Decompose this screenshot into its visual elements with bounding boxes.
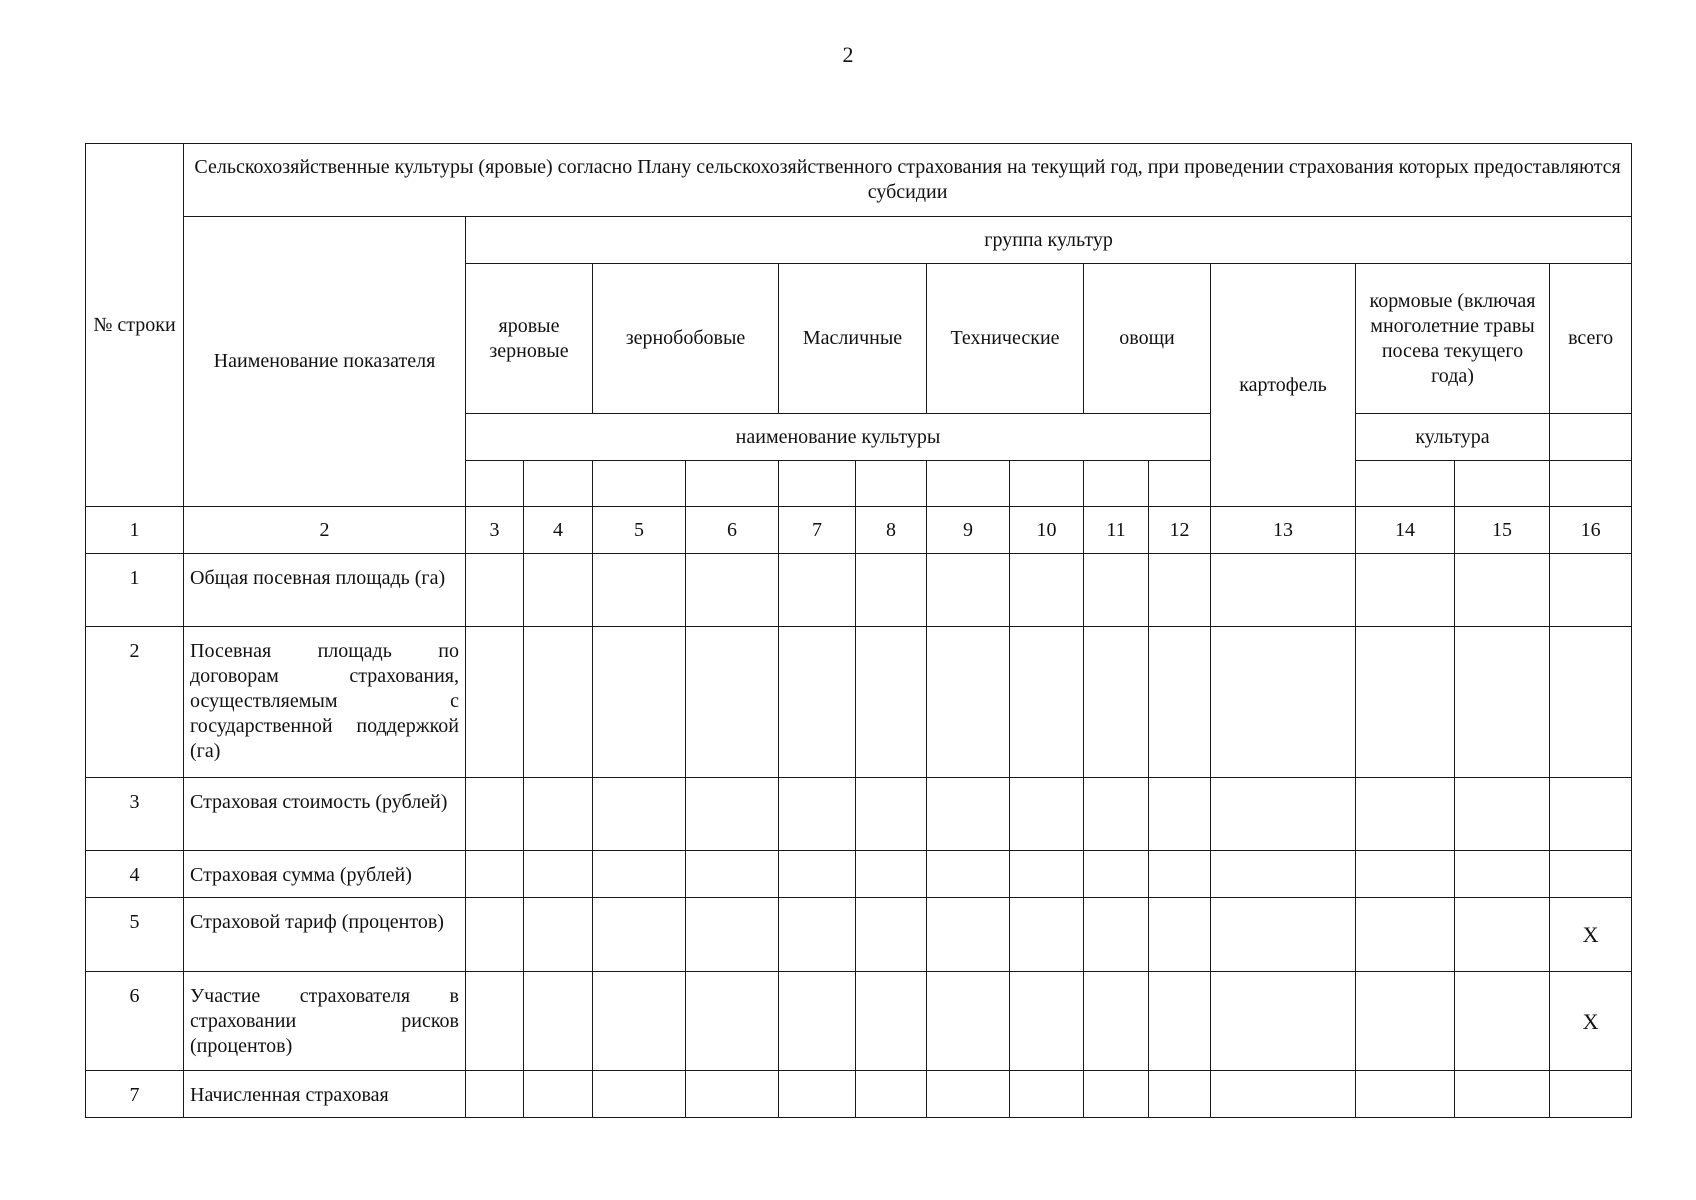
row-number: 6 — [86, 972, 184, 1071]
data-cell — [1356, 851, 1455, 898]
data-cell — [1356, 554, 1455, 627]
data-cell — [856, 627, 927, 778]
data-cell — [1211, 554, 1356, 627]
data-cell — [779, 851, 856, 898]
data-cell — [856, 851, 927, 898]
data-cell — [927, 851, 1010, 898]
table-row — [86, 898, 1632, 972]
data-cell — [1211, 778, 1356, 851]
data-cell — [927, 778, 1010, 851]
data-cell — [524, 1071, 593, 1118]
data-cell — [524, 851, 593, 898]
data-cell — [856, 778, 927, 851]
row-number: 5 — [86, 898, 184, 972]
data-cell — [856, 554, 927, 627]
data-cell — [927, 898, 1010, 972]
row-number: 1 — [86, 554, 184, 627]
data-cell — [1010, 1071, 1084, 1118]
data-cell — [686, 554, 779, 627]
data-cell — [686, 1071, 779, 1118]
data-cell — [779, 627, 856, 778]
data-cell — [927, 972, 1010, 1071]
row-number: 3 — [86, 778, 184, 851]
data-cell — [1356, 972, 1455, 1071]
data-cell — [1084, 554, 1149, 627]
data-cell — [1356, 1071, 1455, 1118]
column-numbers-row — [86, 507, 1632, 554]
column-number: 7 — [779, 507, 856, 554]
empty-cell — [927, 461, 1010, 507]
column-number: 10 — [1010, 507, 1084, 554]
data-cell — [1356, 778, 1455, 851]
data-cell — [1455, 554, 1550, 627]
subsidy-table — [85, 143, 1632, 1118]
empty-cell — [686, 461, 779, 507]
data-cell — [779, 972, 856, 1071]
row-total — [1550, 554, 1632, 627]
empty-cell — [1010, 461, 1084, 507]
data-cell — [1084, 972, 1149, 1071]
empty-cell — [1550, 461, 1632, 507]
data-cell — [686, 778, 779, 851]
group-fodder: кормовые (включая многолетние травы посева текущего года) — [1356, 264, 1550, 414]
row-number: 4 — [86, 851, 184, 898]
row-number-header: № строки — [86, 144, 184, 507]
data-cell — [1211, 627, 1356, 778]
table-title: Сельскохозяйственные культуры (яровые) согласно Плану сельскохозяйственного страхования на текущий год, при проведении страхования которых предоставляются субсидии — [184, 144, 1632, 217]
group-potato: картофель — [1211, 264, 1356, 507]
data-cell — [593, 972, 686, 1071]
row-total: X — [1550, 972, 1632, 1071]
data-cell — [1084, 898, 1149, 972]
data-cell — [466, 851, 524, 898]
data-cell — [1010, 554, 1084, 627]
data-cell — [686, 851, 779, 898]
data-cell — [524, 972, 593, 1071]
data-cell — [856, 972, 927, 1071]
data-cell — [856, 1071, 927, 1118]
column-number: 12 — [1149, 507, 1211, 554]
data-cell — [1084, 627, 1149, 778]
row-label: Посевная площадь по договорам страхования, осуществляемым с государственной поддержкой (га) — [184, 627, 466, 778]
data-cell — [1356, 627, 1455, 778]
column-number: 6 — [686, 507, 779, 554]
data-cell — [1455, 898, 1550, 972]
column-number: 16 — [1550, 507, 1632, 554]
row-total — [1550, 851, 1632, 898]
data-cell — [466, 898, 524, 972]
table-row — [86, 851, 1632, 898]
data-cell — [1211, 972, 1356, 1071]
data-cell — [686, 898, 779, 972]
table-row — [86, 627, 1632, 778]
data-cell — [1356, 898, 1455, 972]
column-number: 8 — [856, 507, 927, 554]
data-cell — [1010, 972, 1084, 1071]
data-cell — [779, 898, 856, 972]
data-cell — [593, 778, 686, 851]
row-total — [1550, 778, 1632, 851]
data-cell — [1084, 778, 1149, 851]
data-cell — [1010, 778, 1084, 851]
data-cell — [1010, 898, 1084, 972]
data-cell — [779, 554, 856, 627]
column-number: 9 — [927, 507, 1010, 554]
data-cell — [1149, 898, 1211, 972]
group-technical: Технические — [927, 264, 1084, 414]
data-cell — [1455, 972, 1550, 1071]
row-total — [1550, 627, 1632, 778]
data-cell — [1455, 851, 1550, 898]
crop-groups-header: группа культур — [466, 217, 1632, 264]
data-cell — [1149, 851, 1211, 898]
data-cell — [593, 898, 686, 972]
row-label: Общая посевная площадь (га) — [184, 554, 466, 627]
table-row — [86, 778, 1632, 851]
group-vegetables: овощи — [1084, 264, 1211, 414]
data-cell — [1149, 972, 1211, 1071]
data-cell — [1149, 1071, 1211, 1118]
empty-cell — [779, 461, 856, 507]
header-row-1 — [86, 144, 1632, 217]
column-number: 4 — [524, 507, 593, 554]
data-cell — [1010, 627, 1084, 778]
data-cell — [593, 554, 686, 627]
data-cell — [686, 972, 779, 1071]
data-cell — [1084, 851, 1149, 898]
empty-cell — [1356, 461, 1455, 507]
row-label: Страховая сумма (рублей) — [184, 851, 466, 898]
data-cell — [466, 778, 524, 851]
data-cell — [927, 554, 1010, 627]
data-cell — [524, 627, 593, 778]
data-cell — [593, 851, 686, 898]
group-legumes: зернобобовые — [593, 264, 779, 414]
data-cell — [466, 1071, 524, 1118]
data-cell — [1211, 851, 1356, 898]
data-cell — [856, 898, 927, 972]
data-cell — [1211, 1071, 1356, 1118]
crop-header: культура — [1356, 414, 1550, 461]
column-number: 14 — [1356, 507, 1455, 554]
data-cell — [524, 554, 593, 627]
data-cell — [927, 1071, 1010, 1118]
row-number: 2 — [86, 627, 184, 778]
data-cell — [1455, 1071, 1550, 1118]
empty-cell — [524, 461, 593, 507]
data-cell — [524, 898, 593, 972]
data-cell — [1084, 1071, 1149, 1118]
data-cell — [779, 778, 856, 851]
group-spring-grain: яровые зерновые — [466, 264, 593, 414]
column-number: 11 — [1084, 507, 1149, 554]
empty-cell — [1455, 461, 1550, 507]
group-oilseed: Масличные — [779, 264, 927, 414]
table-row — [86, 1071, 1632, 1118]
data-cell — [466, 972, 524, 1071]
data-cell — [1455, 778, 1550, 851]
data-cell — [593, 627, 686, 778]
data-cell — [466, 554, 524, 627]
column-number: 15 — [1455, 507, 1550, 554]
column-number: 13 — [1211, 507, 1356, 554]
empty-cell — [1550, 414, 1632, 461]
row-number: 7 — [86, 1071, 184, 1118]
row-total — [1550, 1071, 1632, 1118]
column-number: 3 — [466, 507, 524, 554]
data-cell — [1010, 851, 1084, 898]
row-total: X — [1550, 898, 1632, 972]
empty-cell — [1084, 461, 1149, 507]
empty-cell — [856, 461, 927, 507]
data-cell — [686, 627, 779, 778]
column-number: 1 — [86, 507, 184, 554]
data-cell — [927, 627, 1010, 778]
group-total: всего — [1550, 264, 1632, 414]
empty-cell — [593, 461, 686, 507]
data-cell — [1211, 898, 1356, 972]
row-label: Страховая стоимость (рублей) — [184, 778, 466, 851]
row-label: Участие страхователя в страховании рисков (процентов) — [184, 972, 466, 1071]
header-row-2 — [86, 217, 1632, 264]
data-cell — [1149, 627, 1211, 778]
data-cell — [466, 627, 524, 778]
empty-cell — [1149, 461, 1211, 507]
data-cell — [1455, 627, 1550, 778]
indicator-name-header: Наименование показателя — [184, 217, 466, 507]
data-cell — [1149, 554, 1211, 627]
crop-name-header: наименование культуры — [466, 414, 1211, 461]
row-label: Страховой тариф (процентов) — [184, 898, 466, 972]
table-row — [86, 972, 1632, 1071]
row-label: Начисленная страховая — [184, 1071, 466, 1118]
column-number: 5 — [593, 507, 686, 554]
page-number: 2 — [842, 42, 854, 67]
empty-cell — [466, 461, 524, 507]
data-cell — [779, 1071, 856, 1118]
column-number: 2 — [184, 507, 466, 554]
data-cell — [524, 778, 593, 851]
data-cell — [593, 1071, 686, 1118]
data-cell — [1149, 778, 1211, 851]
table-row — [86, 554, 1632, 627]
